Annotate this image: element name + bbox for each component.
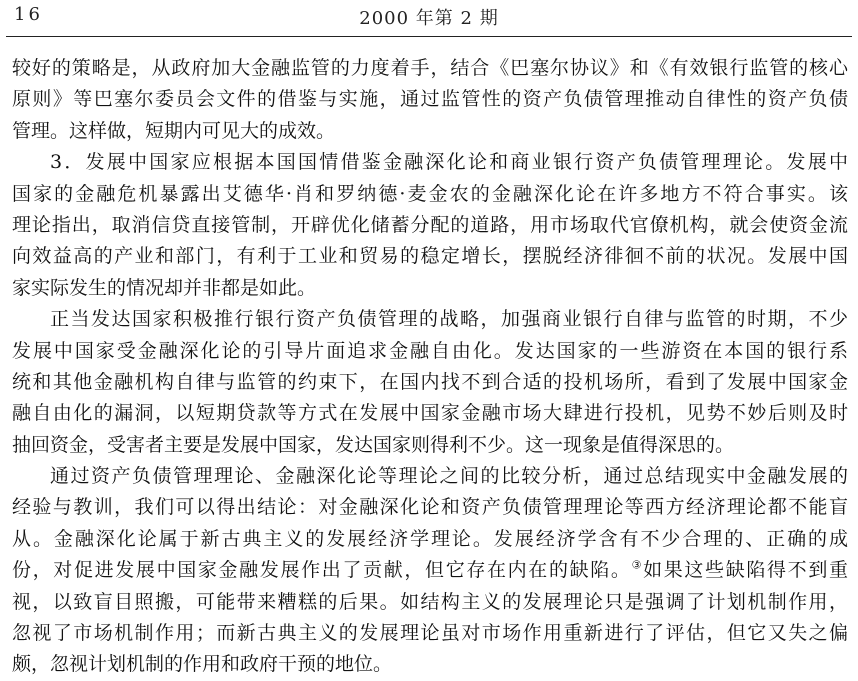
- text-line: 从。金融深化论属于新古典主义的发展经济学理论。发展经济学含有不少合理的、正确的成: [12, 527, 848, 550]
- text-segment: 份，对促进发展中国家金融发展作出了贡献，但它存在内在的缺陷。: [12, 559, 632, 582]
- text-line: 视，以致盲目照搬，可能带来糟糕的后果。如结构主义的发展理论只是强调了计划机制作用，: [12, 590, 848, 613]
- text-line: 向效益高的产业和部门，有利于工业和贸易的稳定增长，摆脱经济徘徊不前的状况。发展中国: [12, 245, 848, 268]
- text-line: 理论指出，取消信贷直接管制，开辟优化储蓄分配的道路，用市场取代官僚机构，就会使资金流: [12, 213, 848, 236]
- text-line: 统和其他金融机构自律与监管的约束下，在国内找不到合适的投机场所，看到了发展中国家金: [12, 370, 848, 393]
- text-line: 发展中国家受金融深化论的引导片面追求金融自由化。发达国家的一些游资在本国的银行系: [12, 339, 848, 362]
- body-text: [12, 53, 848, 676]
- text-line: 较好的策略是，从政府加大金融监管的力度着手，结合《巴塞尔协议》和《有效银行监管的核心: [12, 57, 848, 79]
- text-line: 经验与教训，我们可以得出结论：对金融深化论和资产负债管理理论等西方经济理论都不能盲: [12, 496, 848, 519]
- text-line: 3．发展中国家应根据本国国情借鉴金融深化论和商业银行资产负债管理理论。发展中: [50, 151, 848, 174]
- text-line: 国家的金融危机暴露出艾德华·肖和罗纳德·麦金农的金融深化论在许多地方不符合事实。该: [12, 182, 848, 205]
- text-line: 正当发达国家积极推行银行资产负债管理的战略，加强商业银行自律与监管的时期，不少: [50, 308, 848, 331]
- text-line: [12, 555, 848, 586]
- text-line: 融自由化的漏洞，以短期贷款等方式在发展中国家金融市场大肆进行投机，见势不妙后则及时: [12, 402, 848, 425]
- text-line-partial: 颇，忽视计划机制的作用和政府干预的地位。: [12, 653, 393, 676]
- page-header: [0, 0, 858, 38]
- text-segment: 如果这些缺陷得不到重: [643, 559, 848, 582]
- footnote-mark[interactable]: ③: [631, 558, 644, 572]
- running-head: 2000 年第 2 期: [359, 8, 499, 29]
- text-line: 家实际发生的情况却并非都是如此。: [12, 276, 317, 299]
- page-number: 16: [14, 4, 43, 25]
- text-line: 原则》等巴塞尔委员会文件的借鉴与实施，通过监管性的资产负债管理推动自律性的资产负债: [12, 88, 848, 111]
- text-line: 通过资产负债管理理论、金融深化论等理论之间的比较分析，通过总结现实中金融发展的: [50, 465, 848, 488]
- header-rule: [6, 36, 852, 37]
- text-line: 管理。这样做，短期内可见大的成效。: [12, 119, 336, 142]
- text-line: 忽视了市场机制作用；而新古典主义的发展理论虽对市场作用重新进行了评估，但它又失之偏: [12, 622, 848, 645]
- text-line: 抽回资金，受害者主要是发展中国家，发达国家则得利不少。这一现象是值得深思的。: [12, 433, 735, 456]
